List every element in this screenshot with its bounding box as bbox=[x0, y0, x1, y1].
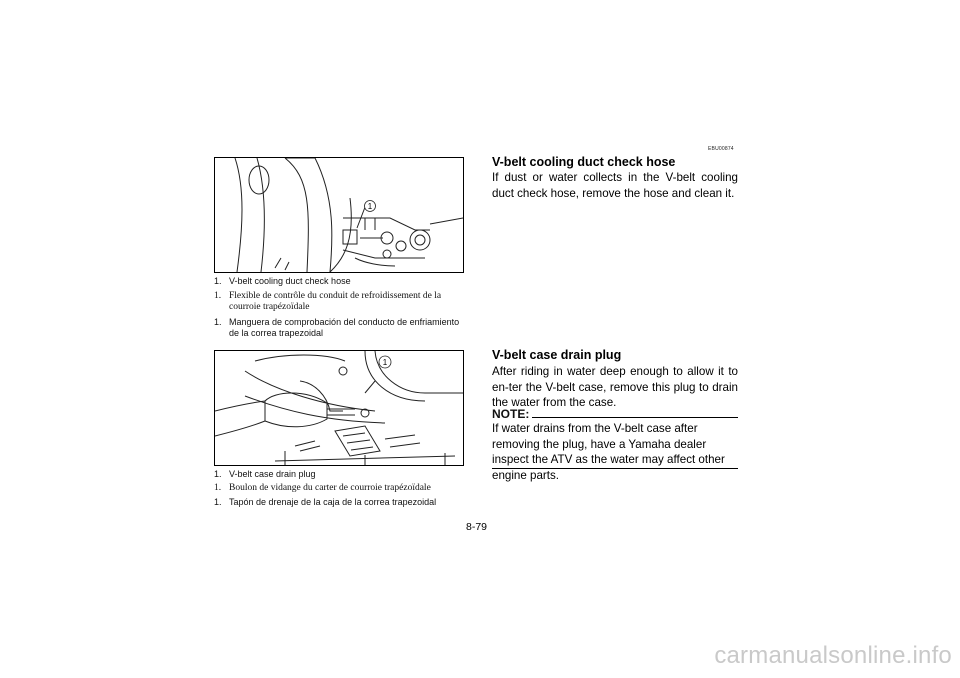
section-heading-cooling-duct: V-belt cooling duct check hose bbox=[492, 155, 676, 169]
note-label: NOTE: bbox=[492, 407, 530, 421]
figure-cooling-duct-hose bbox=[214, 157, 464, 273]
caption-spanish: 1. Manguera de comprobación del conducto de enfriamiento de la correa trapezoidal bbox=[214, 317, 460, 338]
caption-english: 1. V-belt cooling duct check hose bbox=[214, 276, 351, 286]
note-end-rule bbox=[492, 468, 738, 469]
section-code: EBU00874 bbox=[708, 146, 734, 152]
callout-number: 1 bbox=[367, 202, 373, 211]
section-body-drain-plug: After riding in water deep enough to allow it to en-ter the V-belt case, remove this plug to drain the water from the case. bbox=[492, 365, 738, 409]
section-body-cooling-duct: If dust or water collects in the V-belt cooling duct check hose, remove the hose and clean it. bbox=[492, 171, 738, 200]
note-body: If water drains from the V-belt case after removing the plug, have a Yamaha dealer inspect the ATV as the water may affect other engine parts. bbox=[492, 422, 725, 482]
figure-1-captions bbox=[214, 276, 464, 339]
caption-english: 1. V-belt case drain plug bbox=[214, 469, 316, 479]
caption-spanish: 1. Tapón de drenaje de la caja de la correa trapezoidal bbox=[214, 497, 437, 507]
note-rule bbox=[532, 417, 738, 418]
section-heading-drain-plug: V-belt case drain plug bbox=[492, 348, 622, 362]
watermark: carmanualsonline.info bbox=[714, 642, 952, 669]
note-header bbox=[492, 407, 738, 421]
illustration-cooling-duct bbox=[215, 158, 463, 272]
figure-drain-plug bbox=[214, 350, 464, 466]
figure-2-captions bbox=[214, 469, 464, 508]
page-number: 8-79 bbox=[466, 521, 488, 533]
caption-french: 1. Flexible de contrôle du conduit de refroidissement de la courroie trapézoïdale bbox=[214, 291, 442, 312]
callout-number: 1 bbox=[382, 358, 388, 367]
caption-french: 1. Boulon de vidange du carter de courroie trapézoïdale bbox=[214, 483, 431, 493]
illustration-drain-plug bbox=[215, 351, 463, 465]
